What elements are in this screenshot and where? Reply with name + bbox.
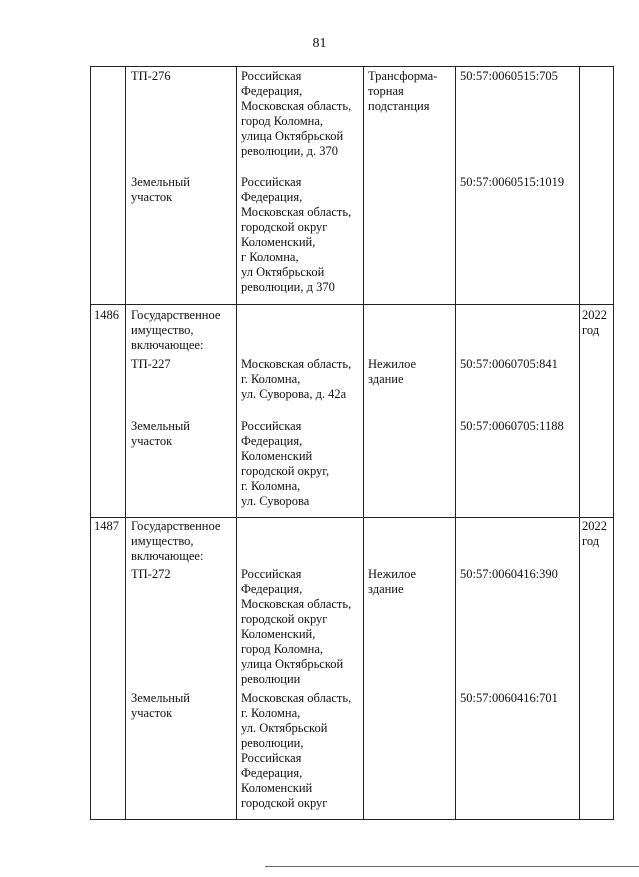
row-heading: Государственное имущество, включающее: [131,519,221,563]
row-year: 2022 год [582,308,607,337]
item-name: Земельный участок [131,691,190,720]
item-type: Трансформа- торная подстанция [368,69,438,113]
column-divider [236,67,237,819]
item-name: ТП-276 [131,69,171,83]
item-cadastral: 50:57:0060705:841 [460,357,558,371]
row-divider [91,517,613,518]
item-address: Московская область, г. Коломна, ул. Суворова, д. 42а [241,357,352,401]
item-address: Российская Федерация, Московская область, городской округ Коломенский, город Коломна, улица Октябрьской революции [241,567,352,686]
item-cadastral: 50:57:0060515:705 [460,69,558,83]
item-name: Земельный участок [131,175,190,204]
item-type: Нежилое здание [368,567,417,596]
item-address: Российская Федерация, Московская область, городской округ Коломенский, г Коломна, ул Октябрьской революции, д 370 [241,175,352,294]
scan-edge-line [265,866,639,867]
item-cadastral: 50:57:0060416:390 [460,567,558,581]
item-address: Российская Федерация, Коломенский городской округ, г. Коломна, ул. Суворова [241,419,330,508]
item-name: Земельный участок [131,419,190,448]
row-divider [91,304,613,305]
column-divider [579,67,580,819]
item-address: Московская область, г. Коломна, ул. Октябрьской революции, Российская Федерация, Коломенский городской округ [241,691,352,810]
column-divider [363,67,364,819]
item-type: Нежилое здание [368,357,417,386]
row-heading: Государственное имущество, включающее: [131,308,221,352]
item-cadastral: 50:57:0060416:701 [460,691,558,705]
property-table [90,66,614,820]
item-name: ТП-227 [131,357,171,371]
column-divider [125,67,126,819]
page-number: 81 [312,36,327,51]
row-year: 2022 год [582,519,607,548]
row-number: 1487 [94,519,119,533]
item-address: Российская Федерация, Московская область, город Коломна, улица Октябрьской революции, д. 370 [241,69,352,158]
column-divider [455,67,456,819]
row-number: 1486 [94,308,119,322]
item-name: ТП-272 [131,567,171,581]
item-cadastral: 50:57:0060515:1019 [460,175,565,189]
item-cadastral: 50:57:0060705:1188 [460,419,564,433]
